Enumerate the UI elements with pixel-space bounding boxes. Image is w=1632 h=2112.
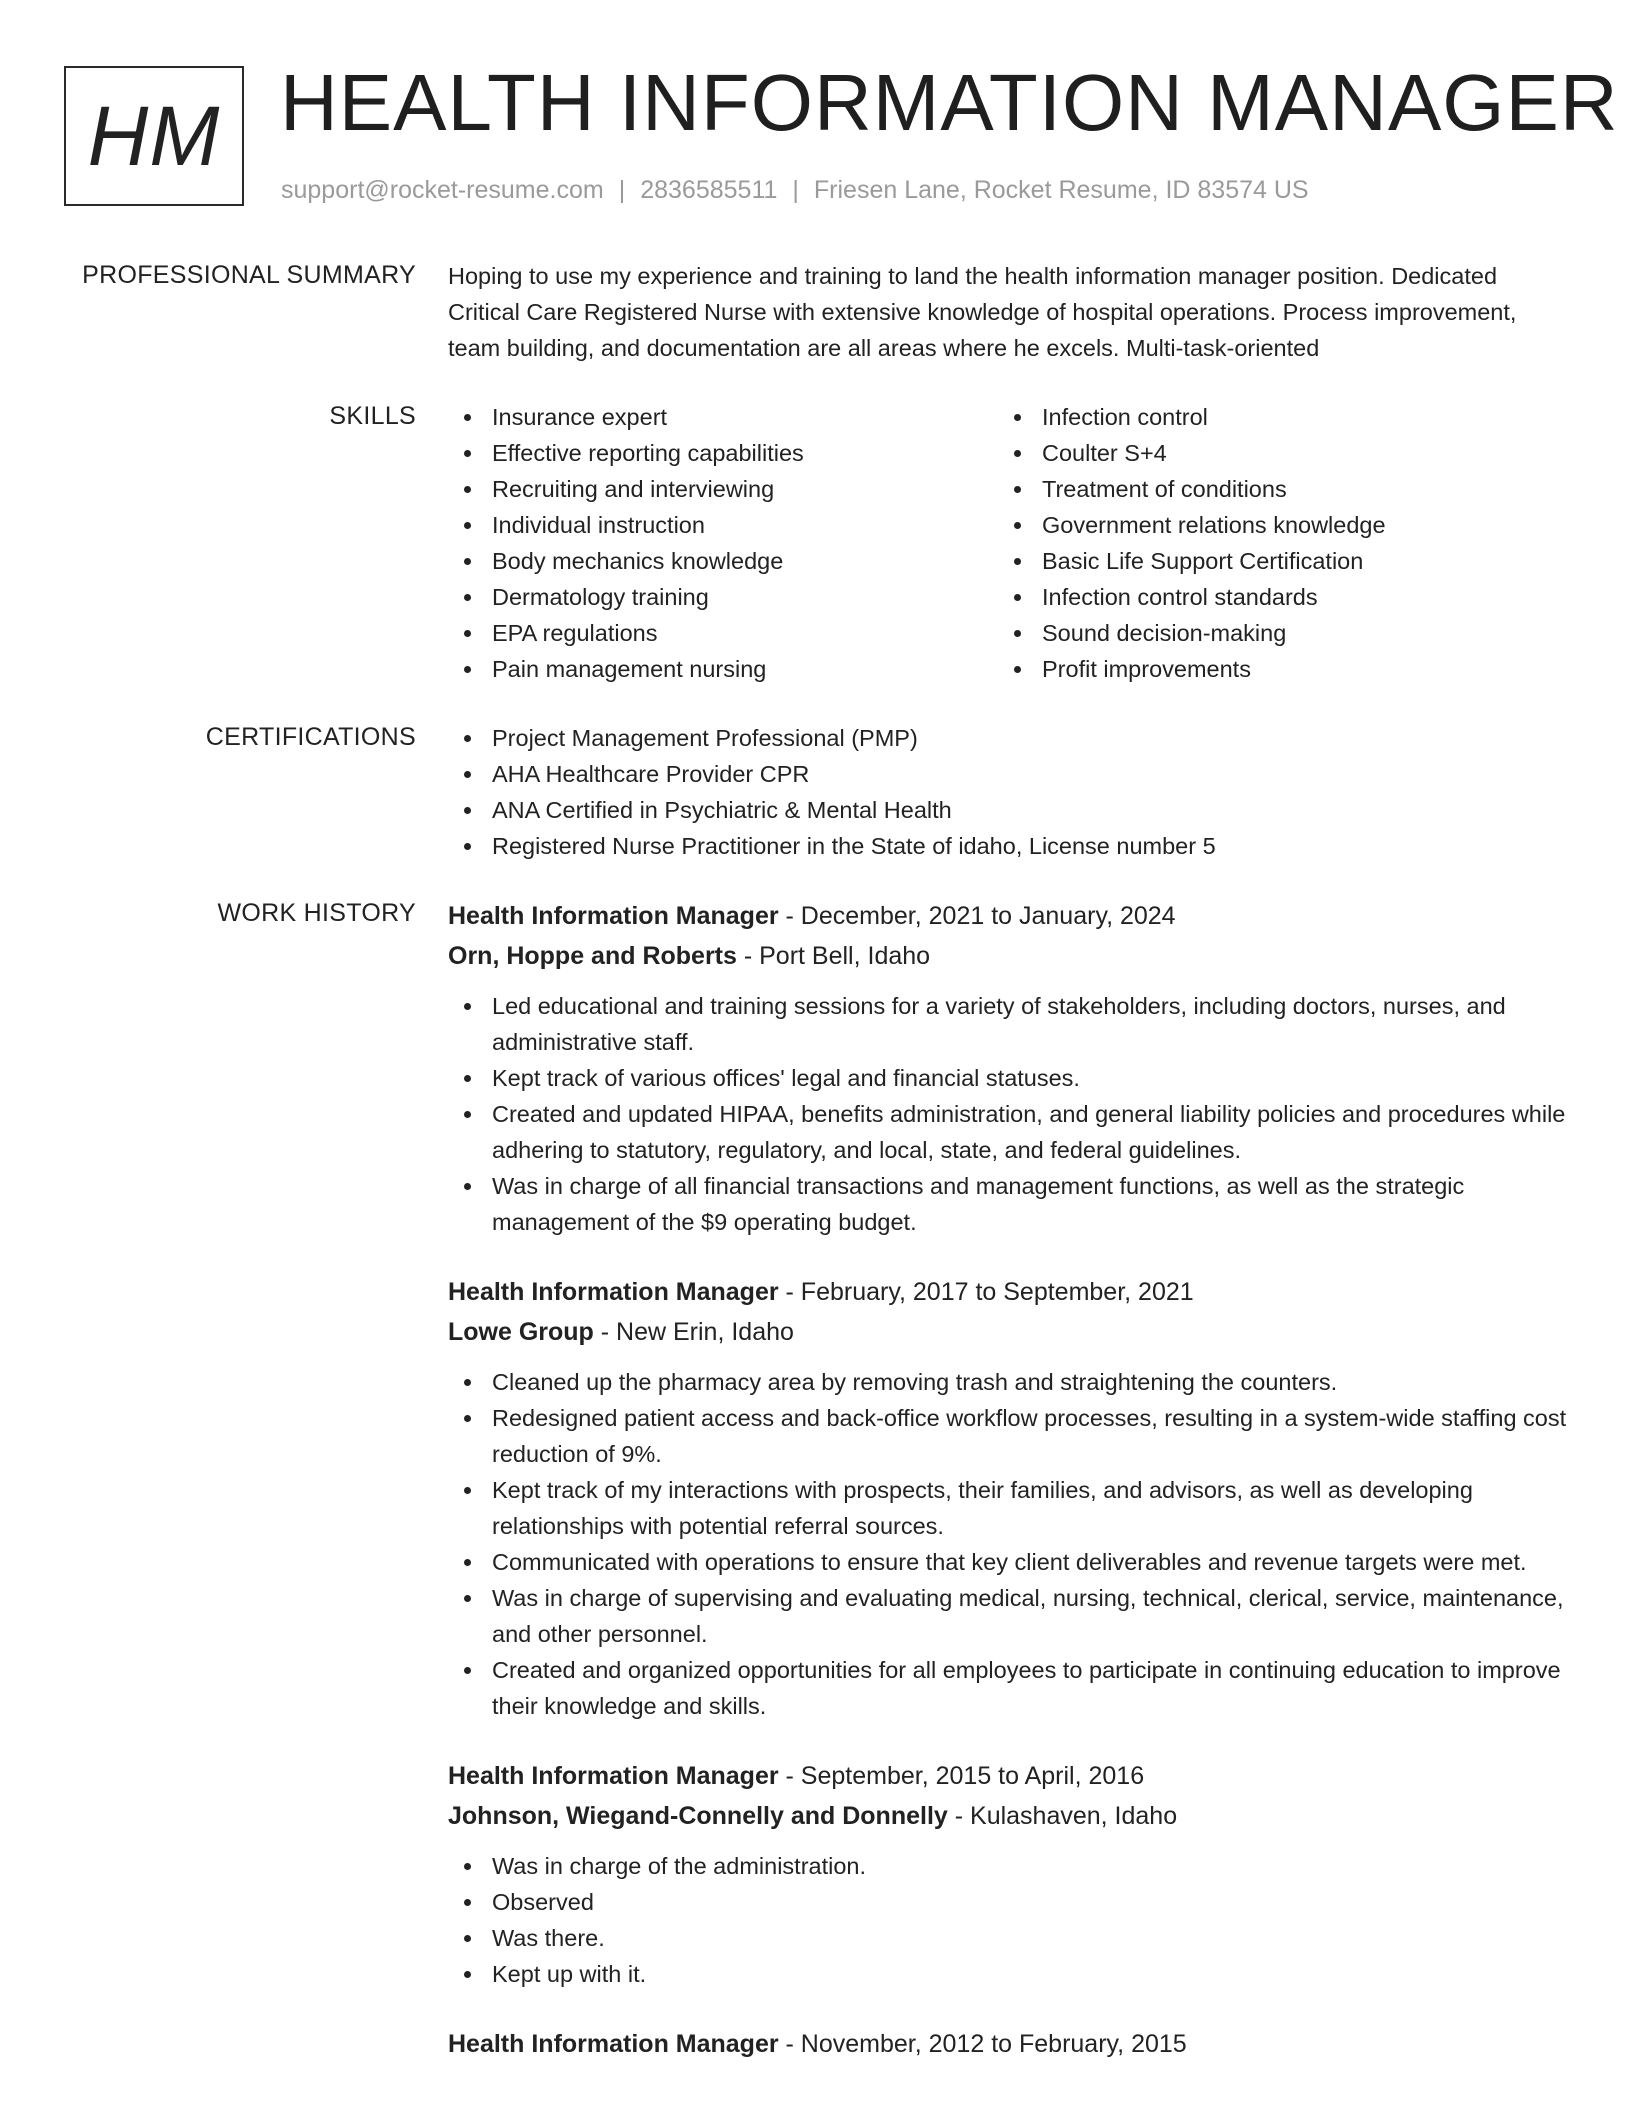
job-title: Health Information Manager [448,902,779,930]
skill-item: Body mechanics knowledge [448,543,998,579]
skill-item: Recruiting and interviewing [448,471,998,507]
monogram-logo: HM [64,66,244,206]
job-title-line [448,1756,1570,1796]
contact-email: support@rocket-resume.com [281,176,604,204]
job-bullets [448,1364,1570,1724]
certification-item: Registered Nurse Practitioner in the State of idaho, License number 5 [448,828,1570,864]
job-bullets [448,988,1570,1240]
job-title-line [448,1272,1570,1312]
certifications-body [448,720,1570,864]
job-bullet: Created and updated HIPAA, benefits administration, and general liability policies and procedures while adhering to statutory, regulatory, and local, state, and federal guidelines. [448,1096,1570,1168]
job-bullet: Kept up with it. [448,1956,1570,1992]
skill-item: Infection control [998,399,1548,435]
job-dates: - September, 2015 to April, 2016 [778,1762,1145,1790]
skill-item: Infection control standards [998,579,1548,615]
job-bullets [448,1848,1570,1992]
skills-list-right [998,399,1548,687]
skills-body [448,399,1570,687]
skill-item: Effective reporting capabilities [448,435,998,471]
skill-item: Individual instruction [448,507,998,543]
skill-item: Pain management nursing [448,651,998,687]
section-label-summary: PROFESSIONAL SUMMARY [82,261,416,289]
job-entry [448,1272,1570,1724]
contact-separator: | [792,176,799,204]
job-bullet: Led educational and training sessions for a variety of stakeholders, including doctors, nurses, and administrative staff. [448,988,1570,1060]
work-history-body [448,896,1570,2096]
page-title: HEALTH INFORMATION MANAGER [280,58,1619,147]
job-dates: - November, 2012 to February, 2015 [778,2030,1187,2058]
section-label-certifications: CERTIFICATIONS [205,723,416,751]
job-bullet: Observed [448,1884,1570,1920]
job-company-line [448,1796,1570,1836]
section-label-work-history: WORK HISTORY [217,899,416,927]
skill-item: Profit improvements [998,651,1548,687]
contact-line [281,174,1309,206]
skill-item: Dermatology training [448,579,998,615]
job-bullet: Was in charge of the administration. [448,1848,1570,1884]
job-entry [448,896,1570,1240]
contact-separator: | [618,176,626,204]
job-dates: - February, 2017 to September, 2021 [778,1278,1194,1306]
skill-item: Treatment of conditions [998,471,1548,507]
job-bullet: Was in charge of supervising and evaluating medical, nursing, technical, clerical, service, maintenance, and other personnel. [448,1580,1570,1652]
job-company-line [448,936,1570,976]
job-bullet: Communicated with operations to ensure that key client deliverables and revenue targets were met. [448,1544,1570,1580]
job-company-line [448,1312,1570,1352]
job-bullet: Created and organized opportunities for all employees to participate in continuing education to improve their knowledge and skills. [448,1652,1570,1724]
skill-item: Basic Life Support Certification [998,543,1548,579]
job-title: Health Information Manager [448,1762,779,1790]
job-dates: - December, 2021 to January, 2024 [778,902,1176,930]
job-entry [448,2024,1570,2064]
skill-item: Coulter S+4 [998,435,1548,471]
certification-item: AHA Healthcare Provider CPR [448,756,1570,792]
job-bullet: Redesigned patient access and back-office workflow processes, resulting in a system-wide staffing cost reduction of 9%. [448,1400,1570,1472]
certifications-list [448,720,1570,864]
job-title-line [448,2024,1570,2064]
summary-text: Hoping to use my experience and training to land the health information manager position. Dedicated Critical Care Registered Nurse with extensive knowledge of hospital operations. Process improvement, team building, and documentation are all areas where he excels. Multi-task-oriented [448,263,1517,361]
certification-item: Project Management Professional (PMP) [448,720,1570,756]
skills-list-left [448,399,998,687]
job-company: Orn, Hoppe and Roberts [448,942,737,970]
certification-item: ANA Certified in Psychiatric & Mental Health [448,792,1570,828]
section-label-skills: SKILLS [329,402,416,430]
job-bullet: Was there. [448,1920,1570,1956]
skill-item: Government relations knowledge [998,507,1548,543]
job-entry [448,1756,1570,1992]
job-title: Health Information Manager [448,1278,779,1306]
skill-item: Insurance expert [448,399,998,435]
skill-item: EPA regulations [448,615,998,651]
summary-body [448,258,1570,366]
skill-item: Sound decision-making [998,615,1548,651]
contact-phone: 2836585511 [640,176,778,204]
job-title-line [448,896,1570,936]
job-bullet: Was in charge of all financial transactions and management functions, as well as the strategic management of the $9 operating budget. [448,1168,1570,1240]
job-bullet: Cleaned up the pharmacy area by removing trash and straightening the counters. [448,1364,1570,1400]
job-company: Johnson, Wiegand-Connelly and Donnelly [448,1802,948,1830]
job-title: Health Information Manager [448,2030,779,2058]
job-bullet: Kept track of various offices' legal and financial statuses. [448,1060,1570,1096]
job-location: - Kulashaven, Idaho [947,1802,1178,1830]
contact-address: Friesen Lane, Rocket Resume, ID 83574 US [813,176,1309,204]
job-company: Lowe Group [448,1318,594,1346]
job-location: - New Erin, Idaho [593,1318,794,1346]
job-location: - Port Bell, Idaho [736,942,931,970]
job-bullet: Kept track of my interactions with prospects, their families, and advisors, as well as developing relationships with potential referral sources. [448,1472,1570,1544]
